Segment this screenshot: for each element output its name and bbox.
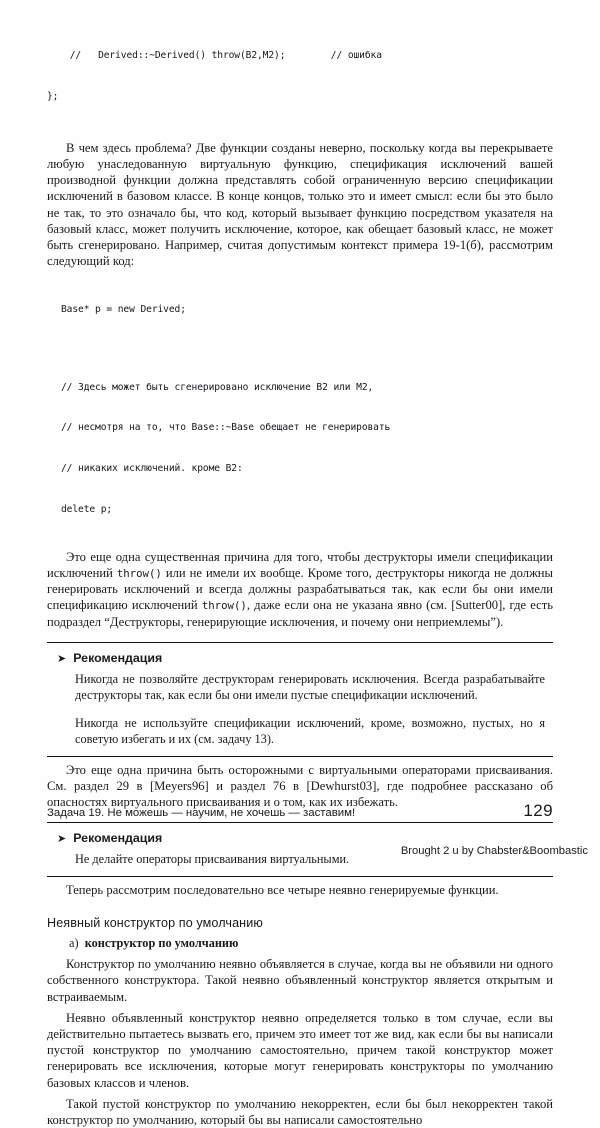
recommendation-item: Никогда не используйте спецификации исключений, кроме, возможно, пустых, но я советую избегать и их (см. задачу 13). bbox=[75, 715, 545, 746]
page-content bbox=[47, 22, 553, 1128]
recommendation-heading bbox=[57, 651, 553, 665]
recommendation-title: Рекомендация bbox=[73, 650, 163, 665]
footer-running-title: Задача 19. Не можешь — научим, не хочешь — заставим! bbox=[47, 807, 356, 819]
recommendation-item: Никогда не позволяйте деструкторам генерировать исключения. Всегда разрабатывайте деструкторы так, как если бы они имели пустые спецификации исключений. bbox=[75, 671, 545, 702]
code-line: Base* p = new Derived; bbox=[61, 304, 186, 316]
paragraph-ctor-declared: Конструктор по умолчанию неявно объявляется в случае, когда вы не объявили ни одного собственного конструктора. Такой неявно объявленный конструктор является открытым и встраиваемым. bbox=[47, 957, 553, 1004]
code-block-delete bbox=[61, 353, 553, 544]
text-fragment: или не имели их вообще. Кроме того, деструкторы никогда не должны генерировать исключений и всегда должны разрабатываться так, как если бы они имели спецификацию исключений bbox=[47, 566, 553, 613]
arrow-bullet-icon: ➤ bbox=[57, 652, 67, 665]
recommendation-heading bbox=[57, 831, 553, 845]
section-heading-implicit-default-ctor: Неявный конструктор по умолчанию bbox=[47, 916, 263, 931]
paragraph-ctor-defined: Неявно объявленный конструктор неявно определяется только в том случае, если вы действительно пытаетесь вызвать его, причем это имеет тот же вид, как если бы вы написали пустой конструктор по умолчанию самостоятельно, причем такой конструктор может генерировать все исключения, которые могут генерировать конструкторы по умолчанию базовых классов и членов. bbox=[47, 1010, 553, 1090]
arrow-bullet-icon: ➤ bbox=[57, 833, 67, 846]
paragraph-ctor-illformed: Такой пустой конструктор по умолчанию некорректен, если бы был некорректен такой конструктор по умолчанию, который бы вы написали самостоятельно bbox=[47, 1096, 553, 1127]
code-line: // Derived::~Derived() throw(B2,M2); // ошибка bbox=[47, 50, 382, 62]
code-line: // никаких исключений. кроме B2: bbox=[61, 463, 243, 475]
code-line: }; bbox=[47, 91, 59, 103]
subsection-label: а) bbox=[69, 936, 79, 951]
page-number: 129 bbox=[523, 801, 553, 820]
inline-code-throw: throw() bbox=[201, 599, 247, 613]
paragraph-destructor-specs bbox=[47, 549, 553, 630]
code-line: // Здесь может быть сгенерировано исключение B2 или M2, bbox=[61, 381, 374, 393]
paragraph-four-functions: Теперь рассмотрим последовательно все четыре неявно генерируемые функции. bbox=[66, 883, 499, 898]
code-block-top bbox=[47, 22, 553, 131]
recommendation-title: Рекомендация bbox=[73, 831, 163, 846]
page-footer bbox=[47, 801, 553, 821]
subsection-heading-default-ctor bbox=[69, 936, 553, 951]
paragraph-virtual-assignment: Это еще одна причина быть осторожными с виртуальными операторами присваивания. См. раздел 29 в [Meyers96] и раздел 76 в [Dewhurst03], где подробнее рассказано об опасностях виртуального присваивания и о том, как их избежать. bbox=[47, 762, 553, 809]
subsection-text: конструктор по умолчанию bbox=[84, 936, 239, 951]
text-fragment: Это еще одна существенная причина для того, чтобы деструкторы имели спецификации исключений bbox=[47, 549, 553, 580]
recommendation-item: Не делайте операторы присваивания виртуальными. bbox=[75, 852, 350, 867]
code-block-base-pointer bbox=[61, 276, 553, 344]
recommendation-box-destructors bbox=[47, 642, 553, 757]
code-line: delete p; bbox=[61, 504, 113, 515]
code-line: // несмотря на то, что Base::~Base обещает не генерировать bbox=[61, 422, 391, 434]
inline-code-throw: throw() bbox=[116, 567, 162, 580]
text-fragment: , даже если она не указана явно (см. [Sutter00], где есть подраздел “Деструкторы, генерирующие исключения, и почему они неприемлемы”). bbox=[47, 598, 553, 629]
paragraph-problem: В чем здесь проблема? Две функции созданы неверно, поскольку когда вы перекрываете любую унаследованную виртуальную функцию, спецификация исключений вашей производной функции должна представлять собой ограниченную версию спецификации исключений в базовом классе. В конце концов, только это и имеет смысл: если бы это было не так, то это означало бы, что код, который вызывает функцию посредством указателя на базовый класс, может получить исключение, которое, как обещает базовый класс, не может быть сгенерировано. Например, считая допустимым контекст примера 19-1(б), рассмотрим следующий код: bbox=[47, 140, 553, 269]
watermark: Brought 2 u by Chabster&Boombastic bbox=[400, 845, 588, 857]
